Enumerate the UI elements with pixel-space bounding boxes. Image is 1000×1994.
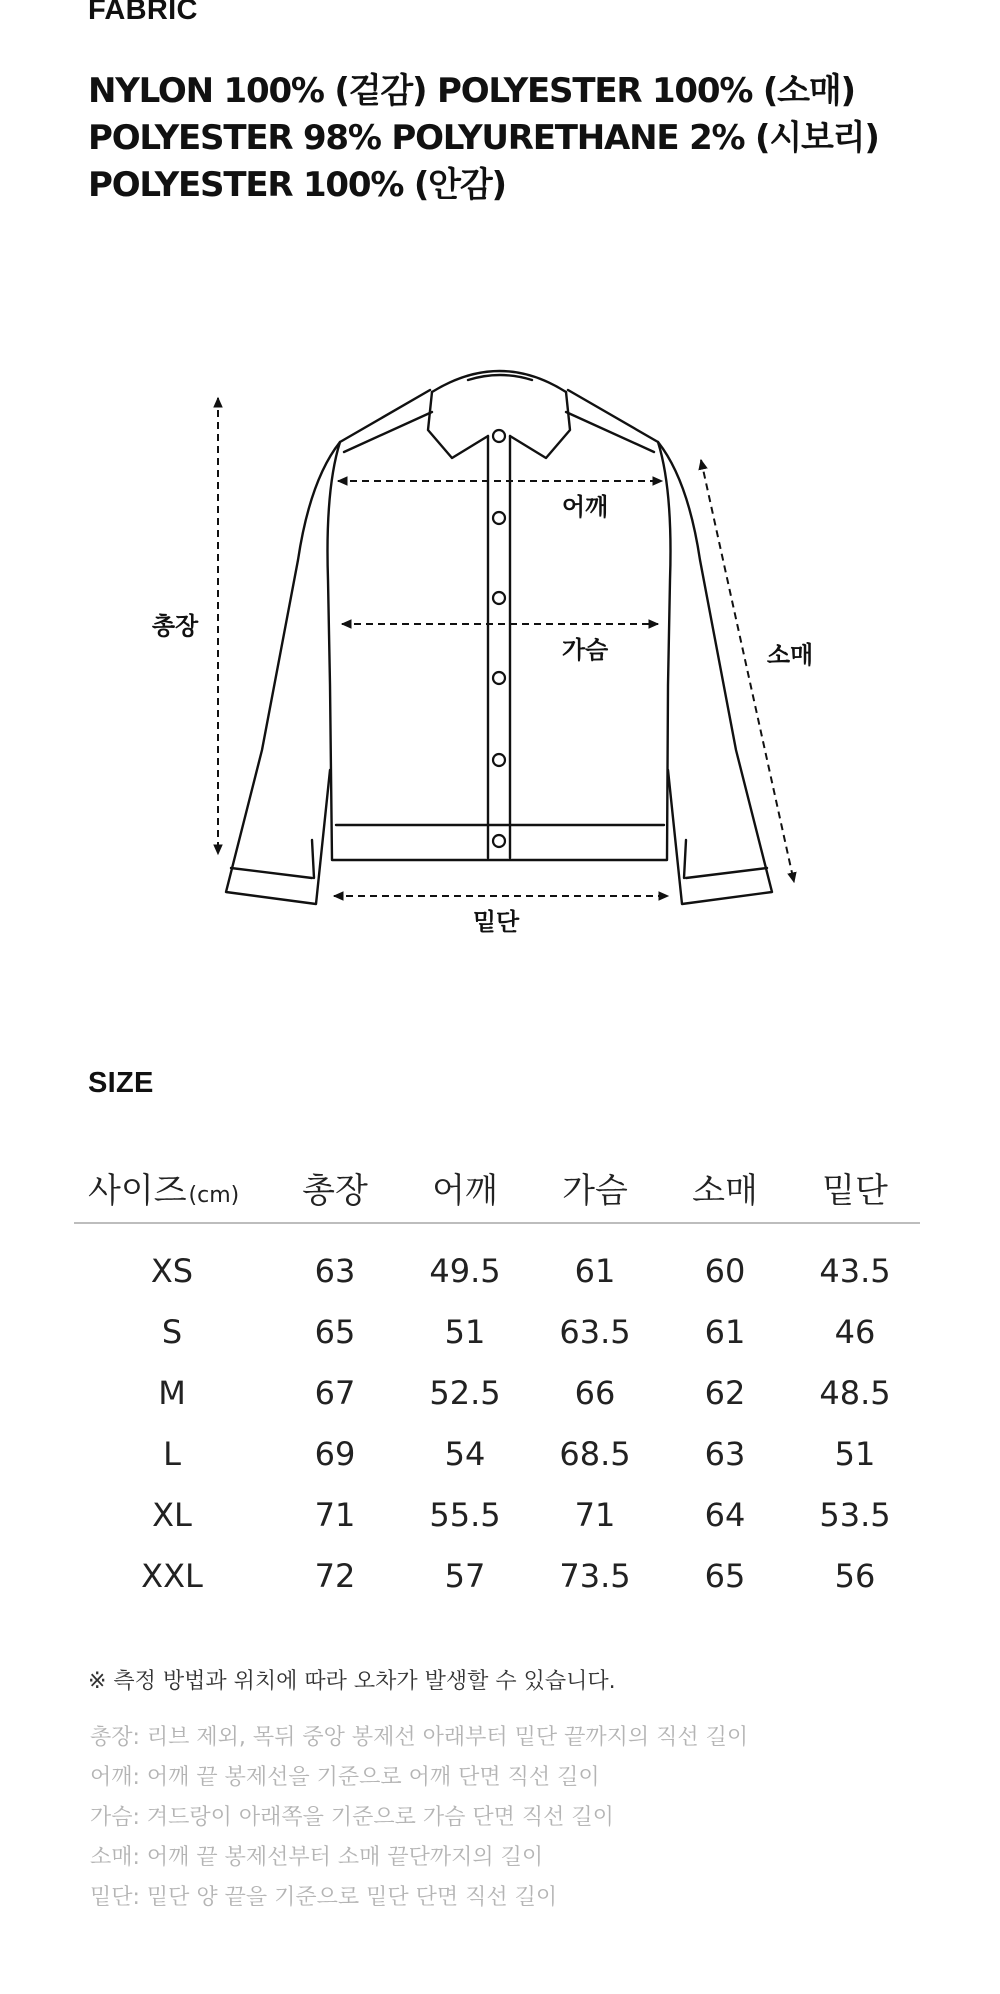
chest-label: 가슴 [561, 636, 609, 664]
value-cell: 60 [704, 1251, 746, 1290]
size-cell: M [158, 1373, 186, 1412]
value-cell: 62 [704, 1373, 746, 1412]
value-cell: 48.5 [819, 1373, 891, 1412]
value-cell: 63 [704, 1434, 746, 1473]
column-header: 어깨 [400, 1150, 530, 1223]
measurement-warning: ※ 측정 방법과 위치에 따라 오차가 발생할 수 있습니다. [88, 1669, 616, 1694]
fabric-line: POLYESTER 100% (안감) [88, 165, 506, 205]
value-cell: 49.5 [429, 1251, 501, 1290]
value-cell: 54 [444, 1434, 486, 1473]
table-row [74, 1545, 920, 1606]
value-cell: 61 [704, 1312, 746, 1351]
value-cell: 66 [574, 1373, 616, 1412]
column-header: 가슴 [530, 1150, 660, 1223]
value-cell: 57 [444, 1556, 486, 1595]
jacket-measurement-diagram [0, 330, 1000, 970]
description-item: 총장: 리브 제외, 목뒤 중앙 봉제선 아래부터 밑단 끝까지의 직선 길이 [90, 1725, 749, 1750]
value-cell: 71 [574, 1495, 616, 1534]
column-header-size [74, 1150, 270, 1223]
unit-label: (cm) [188, 1183, 240, 1208]
value-cell: 69 [314, 1434, 356, 1473]
value-cell: 72 [314, 1556, 356, 1595]
size-cell: L [163, 1434, 181, 1473]
table-header-row [74, 1150, 920, 1223]
value-cell: 56 [834, 1556, 876, 1595]
fabric-composition [88, 68, 879, 209]
column-header-size-label: 사이즈 [88, 1171, 187, 1211]
shoulder-label: 어깨 [561, 493, 609, 521]
value-cell: 55.5 [429, 1495, 501, 1534]
table-row [74, 1223, 920, 1301]
column-header: 소매 [660, 1150, 790, 1223]
value-cell: 43.5 [819, 1251, 891, 1290]
size-cell: S [161, 1312, 183, 1351]
table-row [74, 1362, 920, 1423]
value-cell: 46 [834, 1312, 876, 1351]
jacket-outline-icon [226, 371, 772, 904]
table-row [74, 1301, 920, 1362]
dimension-arrow-icon [218, 398, 794, 896]
value-cell: 65 [314, 1312, 356, 1351]
size-table [74, 1150, 920, 1606]
value-cell: 51 [444, 1312, 486, 1351]
description-item: 어깨: 어깨 끝 봉제선을 기준으로 어깨 단면 직선 길이 [90, 1765, 600, 1790]
value-cell: 67 [314, 1373, 356, 1412]
description-item: 가슴: 겨드랑이 아래쪽을 기준으로 가슴 단면 직선 길이 [90, 1805, 614, 1830]
value-cell: 64 [704, 1495, 746, 1534]
value-cell: 52.5 [429, 1373, 501, 1412]
fabric-line: NYLON 100% (겉감) POLYESTER 100% (소매) [88, 71, 855, 111]
table-row [74, 1484, 920, 1545]
sleeve-label: 소매 [766, 641, 814, 669]
size-cell: XL [152, 1495, 192, 1534]
hem-label: 밑단 [472, 908, 520, 936]
column-header: 밑단 [790, 1150, 920, 1223]
button-icon [493, 430, 505, 847]
value-cell: 68.5 [559, 1434, 631, 1473]
description-item: 밑단: 밑단 양 끝을 기준으로 밑단 단면 직선 길이 [90, 1885, 558, 1910]
description-item: 소매: 어깨 끝 봉제선부터 소매 끝단까지의 길이 [90, 1845, 544, 1870]
value-cell: 65 [704, 1556, 746, 1595]
value-cell: 63.5 [559, 1312, 631, 1351]
length-label: 총장 [151, 612, 199, 640]
value-cell: 53.5 [819, 1495, 891, 1534]
size-heading: SIZE [88, 1067, 154, 1099]
measurement-descriptions [90, 1718, 748, 1918]
fabric-heading: FABRIC [88, 0, 198, 26]
fabric-line: POLYESTER 98% POLYURETHANE 2% (시보리) [88, 118, 879, 158]
size-cell: XXL [141, 1556, 203, 1595]
value-cell: 51 [834, 1434, 876, 1473]
value-cell: 61 [574, 1251, 616, 1290]
value-cell: 73.5 [559, 1556, 631, 1595]
size-cell: XS [150, 1251, 194, 1290]
value-cell: 71 [314, 1495, 356, 1534]
column-header: 총장 [270, 1150, 400, 1223]
table-row [74, 1423, 920, 1484]
value-cell: 63 [314, 1251, 356, 1290]
